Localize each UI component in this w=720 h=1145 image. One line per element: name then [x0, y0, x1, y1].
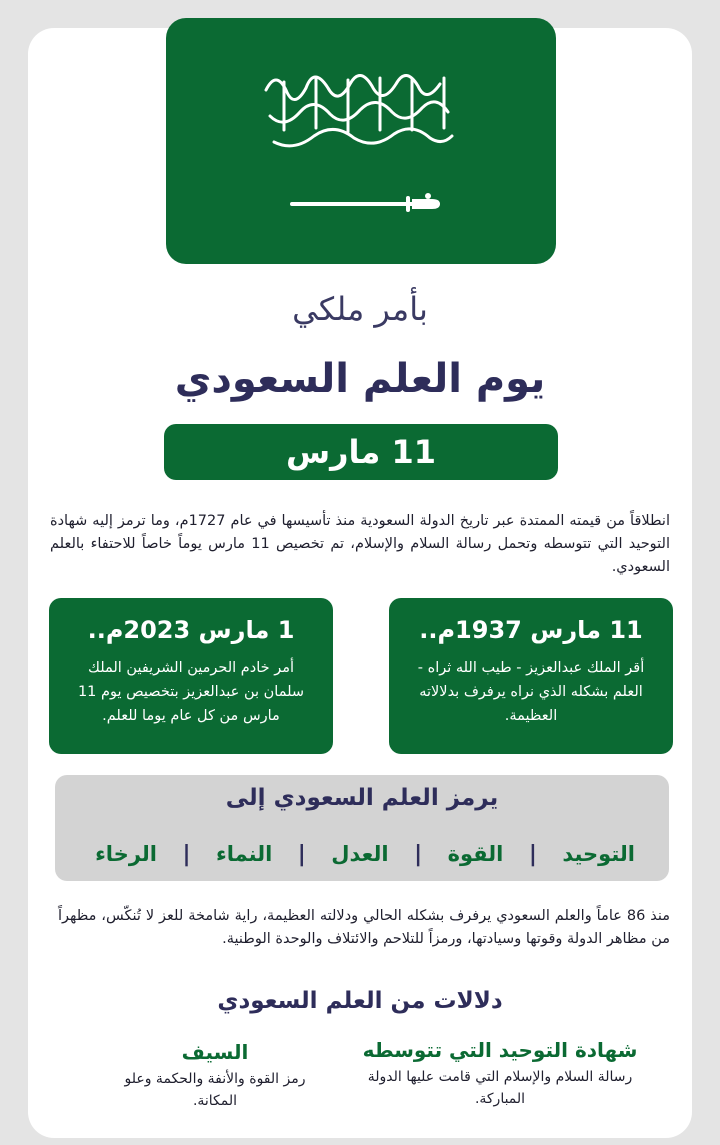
symbol-item: التوحيد	[562, 842, 635, 866]
history-box-1937	[389, 598, 673, 754]
symbols-list	[95, 837, 635, 871]
symbol-item: الرخاء	[95, 842, 157, 866]
symbol-item: العدل	[331, 842, 389, 866]
intro-paragraph: انطلاقاً من قيمته الممتدة عبر تاريخ الدولة السعودية منذ تأسيسها في عام 1727م، وما ترمز إليه شهادة التوحيد التي تتوسطه وتحمل رسالة السلام والإسلام، تم تخصيص 11 مارس يوماً خاصاً للاحتفاء بالعلم السعودي.	[50, 513, 670, 575]
meaning-text: رسالة السلام والإسلام التي قامت عليها الدولة المباركة.	[367, 1069, 633, 1107]
symbols-panel	[55, 775, 669, 881]
separator: |	[297, 841, 306, 867]
separator: |	[528, 841, 537, 867]
saudi-flag	[166, 18, 556, 264]
box-text: أقر الملك عبدالعزيز - طيب الله ثراه - العلم بشكله الذي نراه يرفرف بدلالاته العظيمة.	[417, 660, 645, 724]
separator: |	[414, 841, 423, 867]
meaning-shahada	[360, 1038, 640, 1110]
meanings-title: دلالات من العلم السعودي	[217, 988, 503, 1014]
symbol-item: القوة	[447, 842, 504, 866]
box-text: أمر خادم الحرمين الشريفين الملك سلمان بن عبدالعزيز بتخصيص يوم 11 مارس من كل عام يوما للعلم.	[77, 660, 305, 724]
meaning-sword	[110, 1040, 320, 1112]
separator: |	[182, 841, 191, 867]
history-box-2023	[49, 598, 333, 754]
royal-decree-label: بأمر ملكي	[292, 290, 428, 328]
flag-emblem-icon	[166, 18, 556, 264]
symbols-title: يرمز العلم السعودي إلى	[225, 785, 499, 811]
meaning-heading: شهادة التوحيد التي تتوسطه	[362, 1038, 638, 1062]
symbol-item: النماء	[215, 842, 273, 866]
since-paragraph: منذ 86 عاماً والعلم السعودي يرفرف بشكله الحالي ودلالته العظيمة، راية شامخة للعز لا تُنكّس، مظهراً من مظاهر الدولة وقوتها وسيادتها، ورمزاً للتلاحم والائتلاف والوحدة الوطنية.	[58, 908, 670, 947]
box-heading: 1 مارس 2023م..	[87, 616, 295, 644]
meaning-heading: السيف	[181, 1040, 249, 1064]
meaning-text: رمز القوة والأنفة والحكمة وعلو المكانة.	[124, 1071, 306, 1109]
box-heading: 11 مارس 1937م..	[419, 616, 643, 644]
date-badge: 11 مارس	[164, 424, 558, 480]
page-title: يوم العلم السعودي	[174, 356, 546, 402]
